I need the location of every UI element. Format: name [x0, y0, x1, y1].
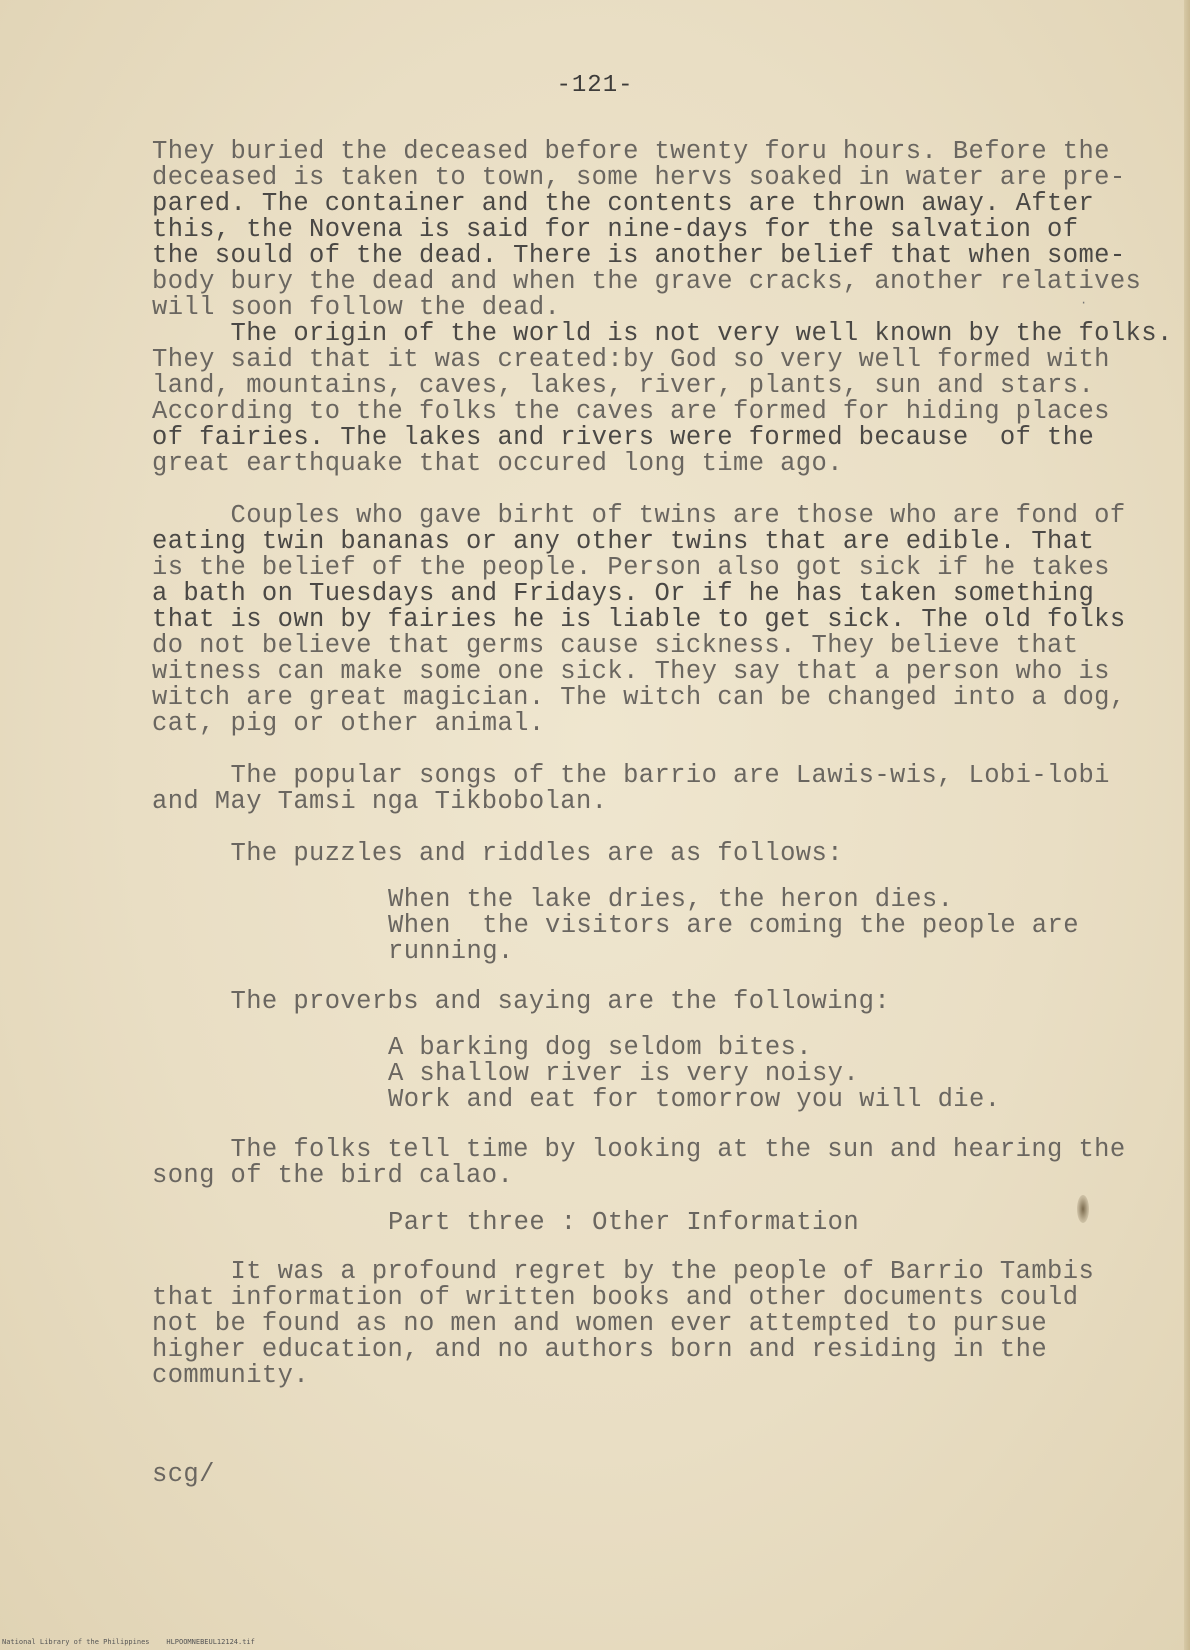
text-line: do not believe that germs cause sickness. They believe that	[152, 631, 1079, 660]
text-line: They buried the deceased before twenty foru hours. Before the	[152, 137, 1110, 166]
text-line: community.	[152, 1361, 310, 1390]
text-line: body bury the dead and when the grave cracks, another relatives	[152, 267, 1142, 296]
text-line: higher education, and no authors born and residing in the	[152, 1335, 1048, 1364]
text-line: The origin of the world is not very well known by the folks.	[152, 319, 1173, 348]
text-line: the sould of the dead. There is another belief that when some-	[152, 241, 1126, 270]
text-line: will soon follow the dead.	[152, 293, 561, 322]
page-number: -121-	[556, 72, 634, 99]
ink-stain	[1077, 1195, 1089, 1223]
section-heading: Part three : Other Information	[388, 1208, 860, 1237]
text-line: It was a profound regret by the people of Barrio Tambis	[152, 1257, 1095, 1286]
text-line: that is own by fairies he is liable to get sick. The old folks	[152, 605, 1126, 634]
text-line: that information of written books and other documents could	[152, 1283, 1079, 1312]
text-line: not be found as no men and women ever attempted to pursue	[152, 1309, 1048, 1338]
puzzle-item: running.	[388, 937, 514, 966]
puzzle-item: When the visitors are coming the people are	[388, 911, 1079, 940]
text-line: The popular songs of the barrio are Lawis-wis, Lobi-lobi	[152, 761, 1110, 790]
text-line: a bath on Tuesdays and Fridays. Or if he has taken something	[152, 579, 1095, 608]
proverbs-intro: The proverbs and saying are the following:	[152, 987, 891, 1016]
text-line: of fairies. The lakes and rivers were formed because of the	[152, 423, 1095, 452]
text-line: pared. The container and the contents are thrown away. After	[152, 189, 1095, 218]
text-line: deceased is taken to town, some hervs soaked in water are pre-	[152, 163, 1126, 192]
page-edge	[1184, 0, 1190, 1650]
text-line: and May Tamsi nga Tikbobolan.	[152, 787, 608, 816]
text-line: eating twin bananas or any other twins that are edible. That	[152, 527, 1095, 556]
text-line: land, mountains, caves, lakes, river, plants, sun and stars.	[152, 371, 1095, 400]
text-line: cat, pig or other animal.	[152, 709, 545, 738]
text-line: song of the bird calao.	[152, 1161, 514, 1190]
typist-initials: scg/	[152, 1460, 215, 1489]
puzzle-item: When the lake dries, the heron dies.	[388, 885, 954, 914]
text-line: According to the folks the caves are formed for hiding places	[152, 397, 1110, 426]
text-line: The folks tell time by looking at the sun and hearing the	[152, 1135, 1126, 1164]
scan-footer: National Library of the Philippines HLPOOMNEBEUL12124.tif	[2, 1638, 255, 1646]
text-line: great earthquake that occured long time ago.	[152, 449, 843, 478]
ink-dot: ·	[1080, 296, 1088, 310]
text-line: this, the Novena is said for nine-days for the salvation of	[152, 215, 1079, 244]
text-line: is the belief of the people. Person also got sick if he takes	[152, 553, 1110, 582]
proverb-item: Work and eat for tomorrow you will die.	[388, 1085, 1001, 1114]
text-line: witch are great magician. The witch can be changed into a dog,	[152, 683, 1126, 712]
text-line: Couples who gave birht of twins are those who are fond of	[152, 501, 1126, 530]
text-line: witness can make some one sick. They say that a person who is	[152, 657, 1110, 686]
proverb-item: A shallow river is very noisy.	[388, 1059, 860, 1088]
proverb-item: A barking dog seldom bites.	[388, 1033, 812, 1062]
text-line: They said that it was created:by God so very well formed with	[152, 345, 1110, 374]
puzzles-intro: The puzzles and riddles are as follows:	[152, 839, 843, 868]
